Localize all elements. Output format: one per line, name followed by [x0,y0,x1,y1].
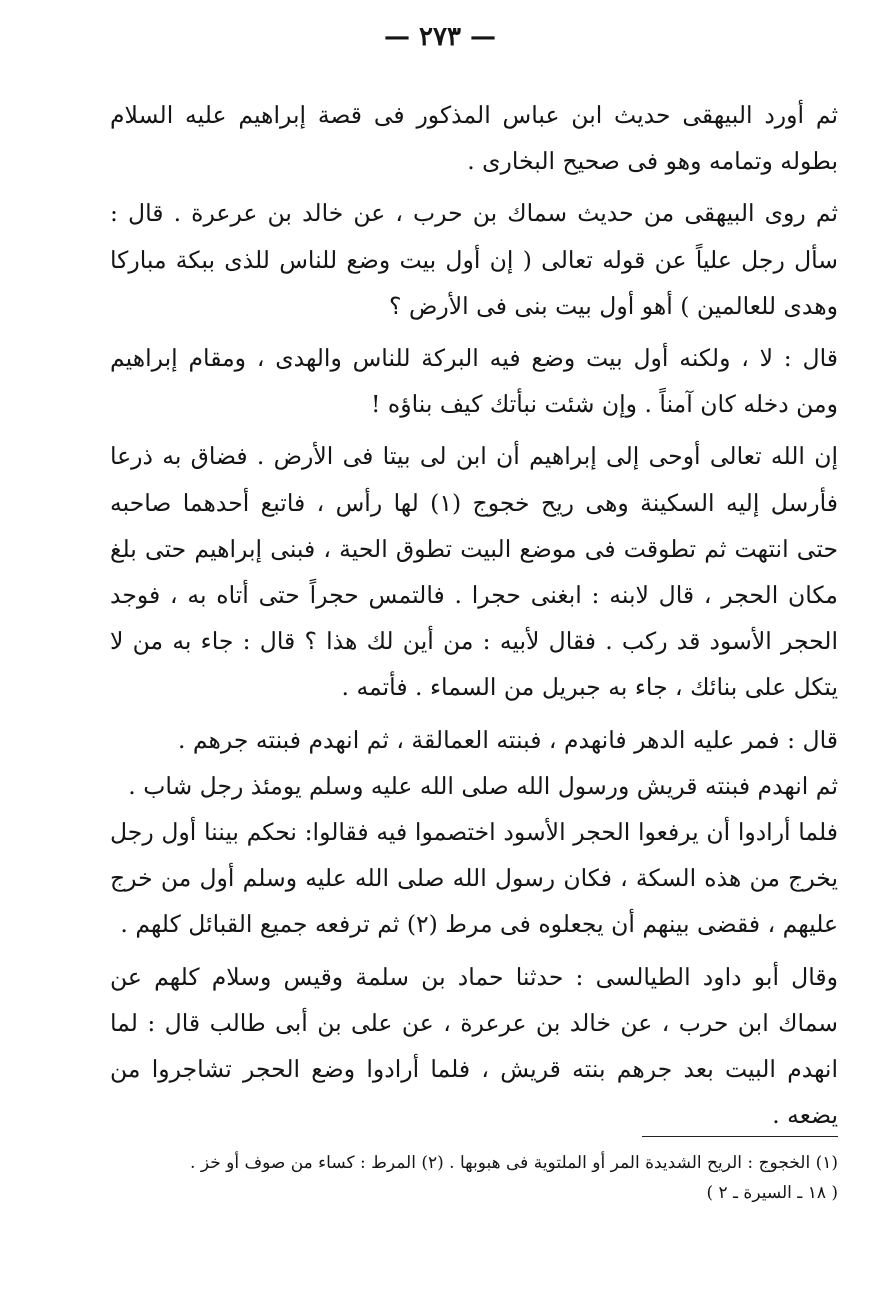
page-number: — ٢٧٣ — [383,22,497,52]
paragraph-5: قال : فمر عليه الدهر فانهدم ، فبنته العمالقة ، ثم انهدم فبنته جرهم . [177,725,838,754]
body-text [110,92,838,1144]
paragraph-4: إن الله تعالى أوحى إلى إبراهيم أن ابن لى بيتا فى الأرض . فضاق به ذرعا فأرسل إليه السكينة وهى ريح خجوج (١) لها رأس ، فاتبع أحدهما صاحبه حتى انتهت ثم تطوقت فى موضع البيت تطوق الحية ، فبنى إبراهيم حتى بلغ مكان الحجر ، قال لابنه : ابغنى حجرا . فالتمس حجراً حتى أتاه به ، فوجد الحجر الأسود قد ركب . فقال لأبيه : من أين لك هذا ؟ قال : جاء به من لا يتكل على بنائك ، جاء به جبريل من السماء . فأتمه . [110,442,838,702]
footnote-divider [642,1136,838,1137]
paragraph-7: فلما أرادوا أن يرفعوا الحجر الأسود اختصموا فيه فقالوا: نحكم بيننا أول رجل يخرج من هذه السكة ، فكان رسول الله صلى الله عليه وسلم أول من خرج عليهم ، فقضى بينهم أن يجعلوه فى مرط (٢) ثم ترفعه جميع القبائل كلهم . [110,818,838,939]
paragraph-6: ثم انهدم فبنته قريش ورسول الله صلى الله عليه وسلم يومئذ رجل شاب . [128,771,838,800]
paragraph-2: ثم روى البيهقى من حديث سماك بن حرب ، عن خالد بن عرعرة . قال : سأل رجل علياً عن قوله تعالى ( إن أول بيت وضع للناس للذى ببكة مباركا وهدى للعالمين ) أهو أول بيت بنى فى الأرض ؟ [110,199,838,320]
footnotes [110,1148,838,1208]
signature-mark: ( ١٨ ـ السيرة ـ ٢ ) [706,1183,838,1203]
paragraph-3: قال : لا ، ولكنه أول بيت وضع فيه البركة للناس والهدى ، ومقام إبراهيم ومن دخله كان آمناً . وإن شئت نبأتك كيف بناؤه ! [110,344,838,419]
paragraph-1: ثم أورد البيهقى حديث ابن عباس المذكور فى قصة إبراهيم عليه السلام بطوله وتمامه وهو فى صحيح البخارى . [110,101,838,176]
footnote-definitions: (١) الخجوج : الريح الشديدة المر أو الملتوية فى هبوبها . (٢) المرط : كساء من صوف أو خز . [190,1153,838,1173]
paragraph-8: وقال أبو داود الطيالسى : حدثنا حماد بن سلمة وقيس وسلام كلهم عن سماك ابن حرب ، عن خالد بن عرعرة ، عن على بن أبى طالب قال : لما انهدم البيت بعد جرهم بنته قريش ، فلما أرادوا وضع الحجر تشاجروا من يضعه . [110,962,838,1130]
